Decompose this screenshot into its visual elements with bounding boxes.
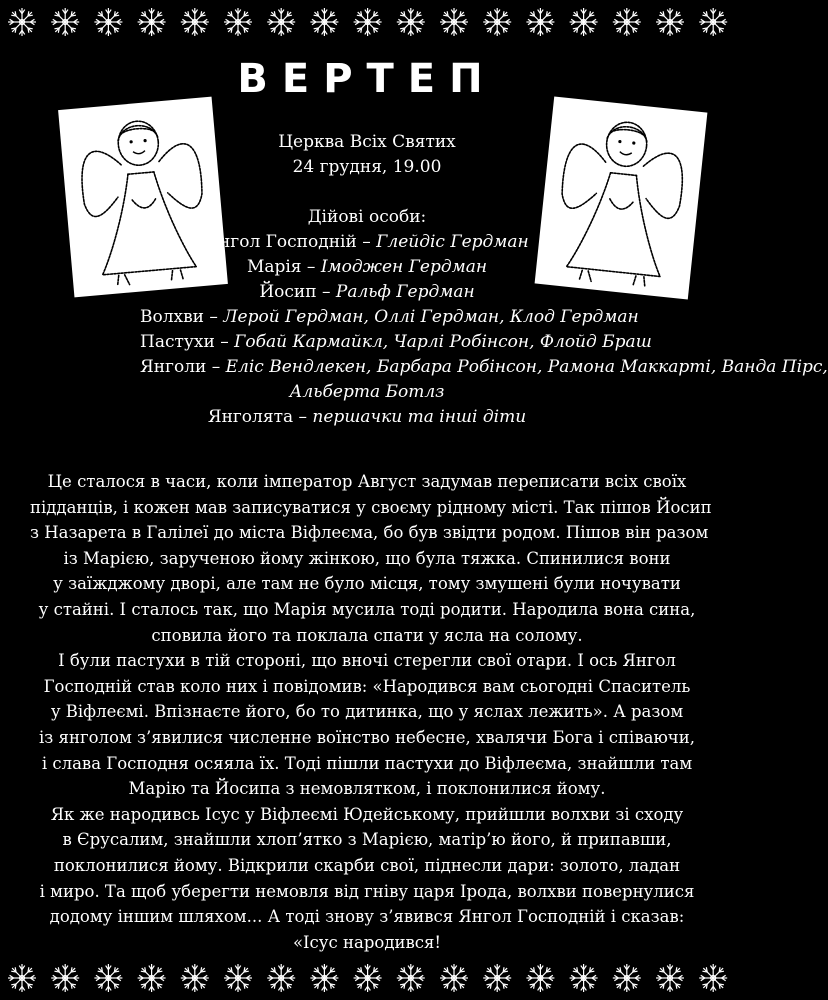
snowflake-icon: [310, 8, 338, 36]
cast-actors: Еліс Вендлекен, Барбара Робінсон, Рамона Маккарті, Ванда Пірс,: [225, 357, 828, 377]
story-line: із Марією, зарученою йому жінкою, що була тяжка. Спинилися вони: [63, 548, 671, 568]
story-line: сповила його та поклала спати у ясла на солому.: [151, 625, 583, 645]
story-line: у заїжджому дворі, але там не було місця, тому змушені були ночувати: [53, 574, 681, 594]
snowflake-icon: [440, 8, 468, 36]
snowflake-icon: [267, 8, 295, 36]
cast-role: Янголи –: [140, 357, 226, 377]
cast-row: [140, 380, 594, 405]
snowflake-icon: [397, 8, 425, 36]
cast-heading: Дійові особи:: [307, 207, 427, 227]
snowflake-icon: [699, 8, 727, 36]
snowflake-icon: [94, 8, 122, 36]
snowflake-icon: [94, 964, 122, 992]
story-line: у стайні. І сталось так, що Марія мусила тоді родити. Народила вона сина,: [38, 599, 696, 619]
venue-name: Церква Всіх Святих: [278, 132, 456, 152]
cast-actors: першачки та інші діти: [312, 407, 527, 427]
story-text: [30, 469, 712, 955]
cast-row: [140, 230, 594, 255]
snowflake-icon: [656, 964, 684, 992]
event-datetime: 24 грудня, 19.00: [292, 157, 442, 177]
story-line: і миро. Та щоб уберегти немовля від гніву царя Ірода, волхви повернулися: [39, 881, 695, 901]
snowflake-icon: [310, 964, 338, 992]
snowflake-icon: [613, 964, 641, 992]
cast-list: [140, 205, 828, 430]
story-line: Це сталося в часи, коли імператор Август задумав переписати всіх своїх: [47, 472, 687, 491]
cast-actors: Гобай Кармайкл, Чарлі Робінсон, Флойд Браш: [234, 332, 652, 352]
snowflake-icon: [138, 964, 166, 992]
cast-actors: Глейдіс Гердман: [376, 232, 529, 252]
story-line: додому іншим шляхом... А тоді знову з’явився Янгол Господній і сказав:: [49, 907, 685, 927]
cast-row: [140, 330, 652, 355]
snowflake-icon: [570, 8, 598, 36]
story-line: Господній став коло них і повідомив: «Народився вам сьогодні Спаситель: [43, 676, 691, 696]
story-line: із янголом з’явилися численне воїнство небесне, хвалячи Бога і співаючи,: [39, 727, 695, 747]
snowflake-icon: [267, 964, 295, 992]
cast-row: [140, 355, 828, 380]
snowflake-icon: [8, 964, 36, 992]
cast-role: Йосип –: [259, 282, 336, 302]
story-line: і слава Господня осяяла їх. Тоді пішли пастухи до Віфлеєма, знайшли там: [41, 753, 693, 773]
snowflake-icon: [224, 8, 252, 36]
snowflake-icon: [440, 964, 468, 992]
story-line: у Віфлеємі. Впізнаєте його, бо то дитинка, що у яслах лежить». А разом: [50, 702, 684, 722]
cast-role: Марія –: [246, 257, 321, 277]
snowflake-icon: [181, 8, 209, 36]
snowflake-border-top: [0, 0, 734, 44]
story-line: Як же народивсь Ісус у Віфлеємі Юдейському, прийшли волхви зі сходу: [50, 804, 684, 824]
snowflake-icon: [138, 8, 166, 36]
cast-actors: Ральф Гердман: [335, 282, 475, 302]
story-line: в Єрусалим, знайшли хлоп’ятко з Марією, матір’ю його, й припавши,: [62, 830, 672, 850]
event-info: [140, 130, 594, 180]
cast-role: Волхви –: [140, 307, 224, 327]
snowflake-icon: [354, 964, 382, 992]
page-title: ВЕРТЕП: [237, 56, 497, 102]
story-line: з Назарета в Галілеї до міста Віфлеєма, бо був звідти родом. Пішов він разом: [30, 523, 709, 543]
cast-actors: Імоджен Гердман: [320, 257, 488, 277]
story-line: підданців, і кожен мав записуватися у своєму рідному місті. Так пішов Йосип: [30, 497, 712, 517]
cast-row: [140, 405, 594, 430]
cast-actors: Альберта Ботлз: [289, 382, 445, 402]
snowflake-icon: [526, 964, 554, 992]
snowflake-icon: [656, 8, 684, 36]
cast-row: [140, 255, 594, 280]
snowflake-icon: [483, 964, 511, 992]
story-line: І були пастухи в тій стороні, що вночі стерегли свої отари. І ось Янгол: [58, 651, 676, 671]
snowflake-icon: [526, 8, 554, 36]
story-line: Марію та Йосипа з немовлятком, і поклонилися йому.: [128, 779, 606, 799]
cast-row: [140, 305, 639, 330]
snowflake-icon: [51, 964, 79, 992]
snowflake-border-bottom: [0, 956, 734, 1000]
cast-role: Янгол Господній –: [205, 232, 377, 252]
story-line: поклонилися йому. Відкрили скарби свої, піднесли дари: золото, ладан: [53, 855, 681, 875]
snowflake-icon: [699, 964, 727, 992]
snowflake-icon: [224, 964, 252, 992]
snowflake-icon: [51, 8, 79, 36]
cast-role: Пастухи –: [140, 332, 235, 352]
snowflake-icon: [570, 964, 598, 992]
story-line: «Ісус народився!: [292, 932, 442, 952]
snowflake-icon: [483, 8, 511, 36]
snowflake-icon: [181, 964, 209, 992]
snowflake-icon: [354, 8, 382, 36]
snowflake-icon: [8, 8, 36, 36]
snowflake-icon: [613, 8, 641, 36]
cast-role: Янголята –: [207, 407, 313, 427]
cast-actors: Лерой Гердман, Оллі Гердман, Клод Гердман: [223, 307, 639, 327]
cast-row: [140, 280, 594, 305]
snowflake-icon: [397, 964, 425, 992]
